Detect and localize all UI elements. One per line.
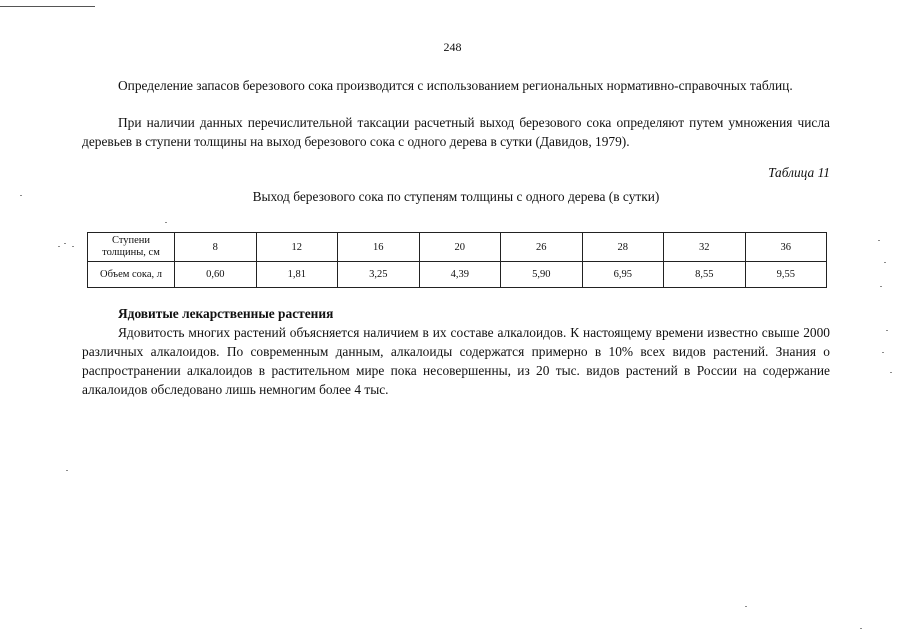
volume-cell: 5,90 [501,262,583,288]
sap-yield-table [87,232,827,288]
scan-speck [860,628,862,629]
scan-speck [64,243,66,244]
volume-cell: 0,60 [175,262,257,288]
table-caption: Выход березового сока по ступеням толщины с одного дерева (в сутки) [252,189,660,204]
row-header-thickness: Ступени толщины, см [88,233,175,262]
paragraph-sap-reserves: Определение запасов березового сока производится с использованием региональных нормативно-справочных таблиц. [118,78,793,93]
thickness-cell: 32 [664,233,746,262]
volume-cell: 1,81 [256,262,338,288]
volume-cell: 8,55 [664,262,746,288]
scan-speck [880,286,882,287]
scan-speck [886,330,888,331]
scan-speck [884,262,886,263]
scan-speck [165,222,167,223]
scan-speck [66,470,68,471]
scan-speck [890,372,892,373]
volume-cell: 9,55 [745,262,827,288]
thickness-cell: 20 [419,233,501,262]
thickness-cell: 12 [256,233,338,262]
thickness-cell: 36 [745,233,827,262]
thickness-cell: 16 [338,233,420,262]
thickness-cell: 28 [582,233,664,262]
scan-speck [878,240,880,241]
table-label: Таблица 11 [768,165,830,180]
table-row-thickness [88,233,827,262]
thickness-cell: 26 [501,233,583,262]
scan-speck [882,352,884,353]
volume-cell: 3,25 [338,262,420,288]
scan-speck [20,195,22,196]
top-rule [0,6,95,7]
paragraph-alkaloids: Ядовитость многих растений объясняется наличием в их составе алкалоидов. К настоящему времени известно свыше 2000 различных алкалоидов. По современным данным, алкалоиды содержатся примерно в 10% всех видов растений. Знания о распространении алкалоидов в растительном мире пока несовершенны, из 20 тыс. видов растений в России на содержание алкалоидов обследовано лишь немногим более 4 тыс. [82,325,830,397]
thickness-cell: 8 [175,233,257,262]
paragraph-sap-calculation: При наличии данных перечислительной таксации расчетный выход березового сока определяют путем умножения числа деревьев в ступени толщины на выход березового сока с одного дерева в сутки (Давидов, 1979). [82,115,830,149]
scan-speck [745,606,747,607]
volume-cell: 6,95 [582,262,664,288]
row-header-volume: Объем сока, л [88,262,175,288]
section-heading: Ядовитые лекарственные растения [118,306,334,321]
scan-speck [72,246,74,247]
table-row-volume [88,262,827,288]
scan-speck [58,246,60,247]
page-number: 248 [443,40,462,54]
volume-cell: 4,39 [419,262,501,288]
